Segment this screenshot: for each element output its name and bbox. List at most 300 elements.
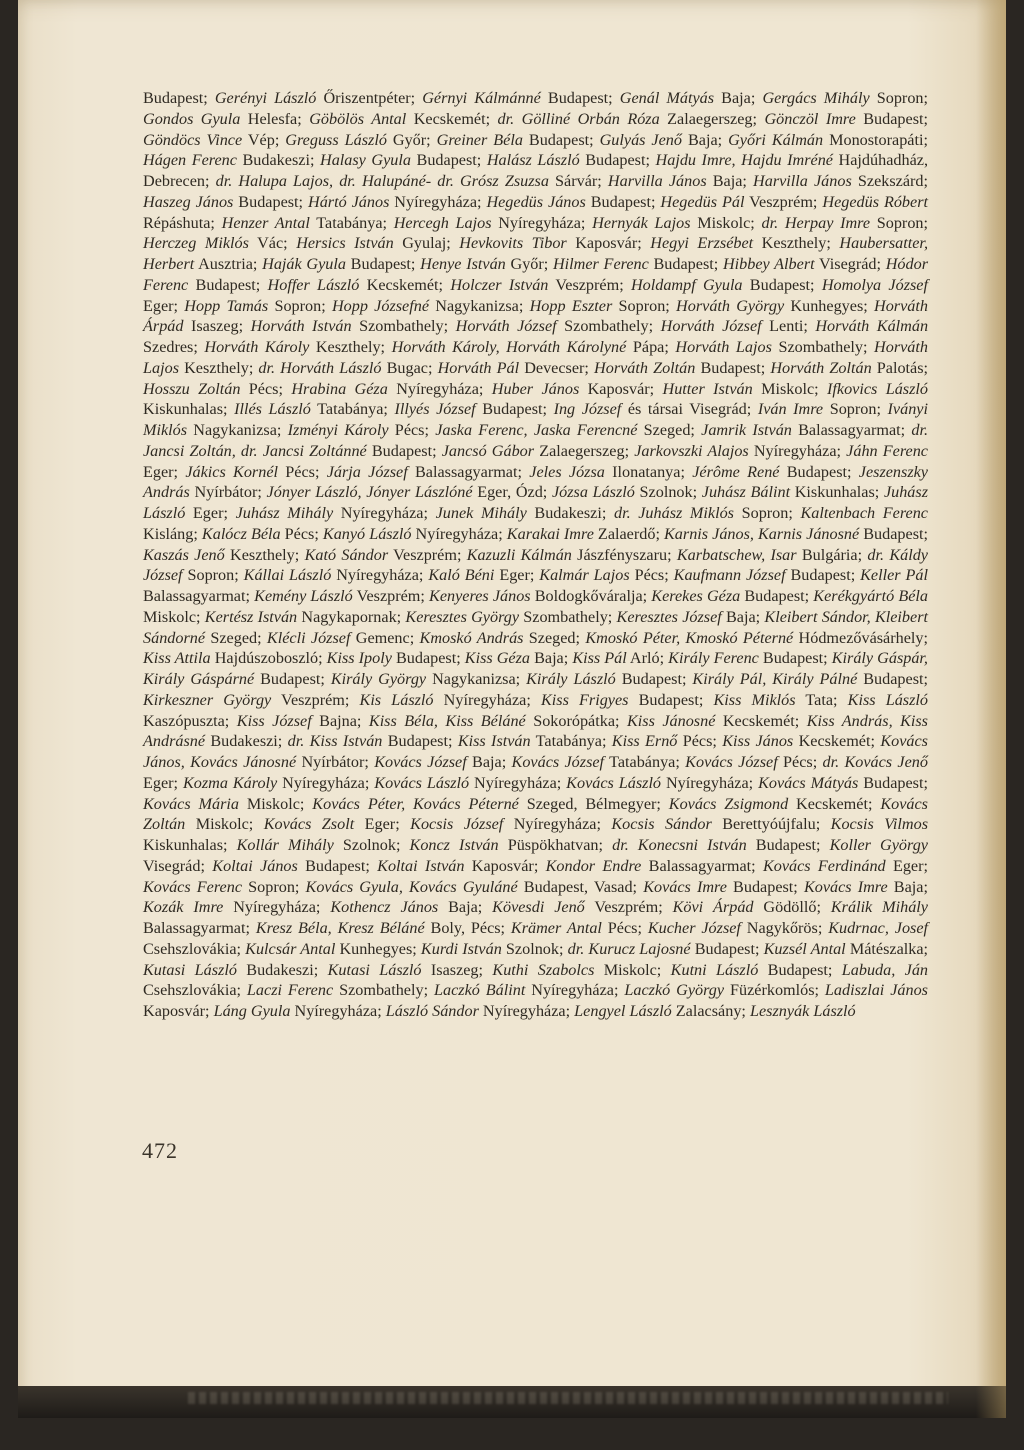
person-name: Horváth Kálmán [815,317,929,336]
place-text: Budapest; [579,151,656,170]
place-text: Pécs; [278,462,327,481]
person-name: Illés László [234,400,311,419]
person-name: Hódor Ferenc [143,255,929,294]
person-name: Kazuzli Kálmán [466,545,572,564]
person-name: Hegedüs Róbert [822,192,929,211]
person-name: Kovács Zsigmond [668,794,789,813]
place-text: Nagykanizsa; [429,296,530,315]
place-text: Szombathely; [556,317,661,336]
place-text: Szolnok; [333,836,410,854]
place-text: Veszprém; [352,587,430,605]
place-text: Miskolc; [752,379,827,398]
place-text: Szeged; [523,628,586,647]
place-text: Budapest; [233,192,308,211]
person-name: Horváth Károly, Horváth Károlyné [391,338,627,356]
person-name: Karbatschew, Isar [676,545,797,564]
person-name: Kiss Miklós [713,690,796,709]
place-text: Budapest; [758,649,832,668]
place-text: Arló; [626,649,669,668]
person-name: Hoffer László [267,275,360,294]
place-text: Nyírbátor; [189,483,267,502]
person-name: Hersics István [296,234,394,253]
person-name: Kleibert Sándor, Kleibert Sándorné [143,607,928,647]
person-name: Kiss Ernő [611,732,678,751]
person-name: Kemény László [254,587,353,605]
place-text: Boldogkőváralja; [530,587,652,605]
place-text: Kaposvár; [566,234,651,253]
person-name: Harvilla János [753,172,852,190]
person-name: Kovács Zoltán [143,794,928,834]
person-name: Hopp Józsefné [331,296,430,315]
place-text: Budapest; [628,690,714,709]
place-text: Szolnok; [634,483,702,502]
person-name: Kiss Béla, Kiss Béláné [368,711,526,730]
person-name: dr. Kovács Jenő [822,753,928,771]
place-text: Nyíregyháza; [503,815,612,834]
person-name: Göbölös Antal [309,109,407,128]
place-text: Szeged; [205,628,267,647]
person-name: dr. Herpay Imre [761,213,871,232]
person-name: Kurdi István [420,939,502,958]
person-name: Kaufmann József [673,566,786,585]
person-name: Hegedüs János [486,192,586,211]
place-text: Zalaegerszeg; [659,109,765,128]
place-text: Baja; [721,607,765,626]
place-text: Budakeszi; [236,151,320,170]
page-bottom-edge [18,1386,1006,1418]
place-text: Budapest; [742,275,822,294]
place-text: Nagykanizsa; [187,421,288,439]
person-name: Juhász Mihály [235,504,334,522]
person-name: Henye István [420,255,506,273]
place-text: Keszthely; [753,234,840,253]
person-name: Horváth József [660,317,762,336]
person-name: Hernyák Lajos [592,213,691,232]
person-name: Jamrik István [701,421,792,439]
person-name: Kiss Ipoly [326,649,392,668]
place-text: Mátészalka; [845,939,929,958]
page-number: 472 [142,1138,178,1163]
person-name: dr. Halupa Lajos, dr. Halupáné- dr. Grósz Zsuzsa [215,172,549,190]
place-text: Kecskemét; [788,794,881,813]
bleed-through-text [188,1392,948,1404]
person-name: Kuthi Szabolcs [492,960,595,979]
place-text: Sopron; [733,504,801,522]
person-name: Gergács Mihály [762,89,870,107]
place-text: Isaszeg; [421,960,493,979]
person-name: Láng Gyula [213,1002,291,1020]
place-text: Kiskunhalas; [790,483,884,502]
person-name: Koller György [829,836,928,854]
place-text: Budapest; [297,856,378,875]
person-name: Horváth József [455,317,557,336]
place-text: Bajna; [311,711,369,730]
person-name: Halász László [486,151,580,170]
place-text: Sokorópátka; [525,711,627,730]
person-name: Jeles Józsa [529,462,605,481]
place-text: Budapest; [540,89,620,107]
person-name: Koltai István [377,856,465,875]
place-text: Jászfényszaru; [571,545,677,564]
place-text: Nagykapornak; [297,607,406,626]
place-text: Kaposvár; [579,379,663,398]
person-name: Hrabina Géza [291,379,388,398]
person-name: Hercegh Lajos [393,213,492,232]
person-name: Karakai Imre [506,524,594,543]
person-name: Horváth Lajos [675,338,772,356]
person-name: Kovács Zsolt [263,815,355,834]
place-text: Répáshuta; [143,213,222,232]
person-name: Horváth István [250,317,352,336]
place-text: Balassagyarmat; [407,462,530,481]
person-name: Hibbey Albert [722,255,815,273]
person-name: Jáhn Ferenc [846,441,928,460]
person-name: Kozma Károly [182,773,278,792]
place-text: Sopron; [182,566,244,585]
place-text: Nyíregyháza; [478,1002,575,1020]
place-text: Tatabánya; [310,400,395,419]
place-text: Sopron; [612,296,677,315]
place-text: Budapest; [695,358,771,377]
place-text: Kiskunhalas; [143,836,237,854]
person-name: Juhász Bálint [701,483,791,502]
person-name: Kiss Jánosné [626,711,716,730]
place-text: Budapest; [857,670,928,688]
person-name: Kiss László [847,690,928,709]
place-text: Eger; [185,504,236,522]
person-name: Gönczöl Imre [764,109,856,128]
person-name: Iván Imre [757,400,824,419]
place-text: Sárvár; [548,172,608,190]
person-name: Keresztes György [405,607,520,626]
place-text: Kiskunhalas; [143,400,235,419]
place-text: Szeged, Bélmegyer; [518,794,669,813]
person-name: Klécli József [266,628,351,647]
place-text: Tatabánya; [604,753,686,771]
place-text: Budapest; [345,255,421,273]
place-text: Miskolc; [594,960,671,979]
person-name: Kis László [359,690,434,709]
person-name: Kocsis József [410,815,504,834]
place-text: Kisláng; [143,524,202,543]
place-text: Budapest; [366,441,442,460]
person-name: Járja József [326,462,408,481]
person-name: Greguss László [285,130,387,149]
person-name: Kovács László [374,773,470,792]
place-text: Hajdúszoboszló; [210,649,327,668]
person-name: Ing József [553,400,622,419]
person-name: Kollár Mihály [236,836,334,854]
place-text: Baja; [466,753,512,771]
person-name: Hopp Eszter [529,296,613,315]
place-text: Budapest; [522,130,600,149]
place-text: Győr; [386,130,437,149]
person-name: Herczeg Miklós [143,234,249,253]
place-text: Nyíregyháza; [387,379,492,398]
place-text: Nyíregyháza; [331,566,429,585]
person-name: Kaló Béni [428,566,495,585]
place-text: Miskolc; [690,213,762,232]
place-text: Baja; [714,89,763,107]
person-name: Keller Pál [860,566,928,585]
place-text: Tatabánya; [530,732,612,751]
person-name: Lesznyák László [749,1002,856,1020]
person-name: Göndöcs Vince [143,130,243,149]
person-name: Hajdu Imre, Hajdu Imréné [655,151,833,170]
place-text: Isaszeg; [183,317,251,336]
person-name: Kocsis Vilmos [830,815,929,834]
person-name: Laczkó Bálint [434,981,526,1000]
person-name: Hutter István [662,379,753,398]
place-text: Szombathely; [519,607,617,626]
person-name: Kovács József [685,753,778,771]
place-text: Veszprém; [548,275,631,294]
place-text: Nyíregyháza; [223,898,331,917]
place-text: Nyíregyháza; [748,441,847,460]
place-text: Budapest; [855,109,928,128]
person-name: Izményi Károly [287,421,389,439]
place-text: Tata; [795,690,848,709]
person-name: László Sándor [385,1002,479,1020]
person-name: Ifkovics László [827,379,928,398]
person-name: dr. Gölliné Orbán Róza [497,109,660,128]
place-text: Nagykanizsa; [426,670,527,688]
place-text: Veszprém; [584,898,673,917]
person-name: Kállai László [243,566,332,585]
person-name: Horváth Károly [204,338,310,356]
person-name: Illyés József [394,400,476,419]
place-text: Szolnok; [501,939,568,958]
place-text: Pécs; [280,524,323,543]
person-name: Kocsis Sándor [611,815,712,834]
place-text: Sopron; [823,400,888,419]
person-name: Krämer Antal [510,919,602,937]
person-name: Hosszu Zoltán [143,379,241,398]
place-text: Kunhegyes; [335,939,421,958]
place-text: Gemenc; [350,628,420,647]
person-name: Kiss Frigyes [540,690,629,709]
place-text: Budapest; [690,939,764,958]
person-name: Kiss József [236,711,312,730]
person-name: Ladiszlai János [824,981,928,1000]
person-name: dr. Horváth László [258,358,382,377]
place-text: Bulgária; [796,545,868,564]
place-text: Hódmezővásárhely; [793,628,928,647]
person-name: Haubersatter, Herbert [143,234,928,273]
person-name: Homolya József [821,275,928,294]
place-text: Eger; [143,773,183,792]
place-text: Budapest; [746,836,830,854]
place-text: Budapest, Vasad; [517,877,644,896]
place-text: Nyíregyháza; [277,773,375,792]
person-name: Gulyás Jenő [599,130,682,149]
person-name: Halasy Gyula [320,151,411,170]
place-text: Budapest; [726,877,804,896]
person-name: Keresztes József [616,607,722,626]
place-text: Palotás; [871,358,929,377]
person-name: Kudrnac, Josef [828,919,929,937]
person-name: Kmoskó András [419,628,524,647]
place-text: Gödöllő; [753,898,831,917]
place-text: Visegrád; [143,856,213,875]
person-name: Horváth Árpád [143,296,928,336]
person-name: Jeszenszky András [143,462,928,502]
name-list-paragraph [143,88,928,1022]
place-text: Devecser; [519,358,595,377]
place-text: Kaposvár; [143,1002,214,1020]
place-text: Tatabánya; [309,213,394,232]
person-name: Kiss Géza [464,649,531,668]
place-text: Kecskemét; [715,711,807,730]
place-text: Budapest; [785,566,861,585]
person-name: Kertész István [204,607,298,626]
person-name: Kovács László [566,773,662,792]
person-name: Jónyer László, Jónyer Lászlóné [266,483,473,502]
place-text: Nagykőrös; [740,919,829,937]
person-name: Hágen Ferenc [143,151,237,170]
person-name: Kuzsél Antal [763,939,846,958]
place-text: Balassagyarmat; [791,421,912,439]
place-text: Győr; [505,255,553,273]
place-text: Miskolc; [143,607,205,626]
place-text: Veszprém; [388,545,467,564]
person-name: Kovács Ferdinánd [762,856,886,875]
person-name: Králik Mihály [830,898,928,917]
person-name: Király Ferenc [668,649,759,668]
person-name: Kucher József [647,919,741,937]
person-name: Kovács Mária [143,794,239,813]
person-name: Kövi Árpád [672,898,754,917]
person-name: Laczi Ferenc [246,981,334,1000]
book-page [18,0,1006,1418]
place-text: Nyíregyháza; [491,213,593,232]
person-name: Hegedüs Pál [660,192,745,211]
place-text: Kunhegyes; [784,296,874,315]
place-text: Baja; [682,130,729,149]
place-text: Nyírbátor; [296,753,375,771]
person-name: Győri Kálmán [728,130,824,149]
person-name: Haszeg János [143,192,234,211]
place-text: Keszthely; [179,358,259,377]
place-text: Budapest; [391,649,465,668]
person-name: Kovács József [374,753,467,771]
person-name: Király László [526,670,616,688]
person-name: Horváth Zoltán [594,358,696,377]
place-text: Budapest; [585,192,661,211]
person-name: Lengyel László [574,1002,672,1020]
place-text: Eger; [494,566,540,585]
place-text: Budapest; [858,773,928,792]
person-name: Kalócz Béla [201,524,281,543]
person-name: Kmoskó Péter, Kmoskó Péterné [585,628,794,647]
person-name: Kövesdi Jenő [492,898,585,917]
place-text: Lenti; [761,317,816,336]
place-text: Balassagyarmat; [143,919,256,937]
place-text: Nyíregyháza; [411,524,507,543]
place-text: Keszthely; [224,545,305,564]
place-text: Csehszlovákia; [143,939,246,958]
place-text: Zalaerdő; [593,524,664,543]
place-text: Nyíregyháza; [469,773,567,792]
place-text: Pécs; [240,379,292,398]
place-text: Baja; [530,649,573,668]
place-text: Kecskemét; [793,732,881,751]
person-name: Király György [330,670,427,688]
person-name: Kanyó László [322,524,412,543]
place-text: Bugac; [381,358,438,377]
person-name: Greiner Béla [436,130,523,149]
person-name: Laczkó György [624,981,725,1000]
person-name: Kresz Béla, Kresz Béláné [255,919,425,937]
place-text: Sopron; [268,296,332,315]
person-name: Kovács Ferenc [143,877,243,896]
place-text: Pécs; [601,919,648,937]
person-name: Kerékgyártó Béla [813,587,929,605]
person-name: dr. Káldy József [143,545,928,585]
place-text: Pécs; [629,566,674,585]
place-text: Sopron; [870,213,929,232]
place-text: Budakeszi; [526,504,614,522]
person-name: Karnis János, Karnis Jánosné [664,524,860,543]
place-text: Eger, Ózd; [472,483,552,502]
place-text: Füzérkomlós; [724,981,825,1000]
place-text: Sopron; [869,89,928,107]
person-name: Horváth Lajos [143,338,928,377]
person-name: Kiss István [457,732,531,751]
place-text: Zalacsány; [671,1002,750,1020]
person-name: Kaltenbach Ferenc [800,504,928,522]
person-name: Koltai János [212,856,298,875]
place-text: Keszthely; [309,338,392,356]
place-text: Budapest; [382,732,458,751]
place-text: Budapest; [254,670,331,688]
person-name: dr. Kurucz Lajosné [567,939,691,958]
place-text: és társai Visegrád; [621,400,758,419]
person-name: Gerényi László [214,89,317,107]
place-text: Kaposvár; [464,856,546,875]
place-text: Helesfa; [240,109,310,128]
person-name: Hopp Tamás [184,296,269,315]
person-name: Genál Mátyás [619,89,715,107]
person-name: Király Pál, Király Pálné [692,670,858,688]
place-text: Nyíregyháza; [525,981,625,1000]
person-name: dr. Juhász Miklós [613,504,734,522]
place-text: Budakeszi; [236,960,328,979]
person-name: Kenyeres János [429,587,531,605]
place-text: Baja; [438,898,493,917]
place-text: Visegrád; [814,255,886,273]
person-name: Kovács Mátyás [758,773,859,792]
place-text: Balassagyarmat; [641,856,763,875]
person-name: Koncz István [409,836,499,854]
place-text: Hajdúhadház, Debrecen; [143,151,928,190]
person-name: Jaska Ferenc, Jaska Ferencné [435,421,638,439]
person-name: Kulcsár Antal [245,939,336,958]
person-name: Kerekes Géza [651,587,741,605]
person-name: Horváth Zoltán [770,358,872,377]
place-text: Gyulaj; [393,234,460,253]
place-text: Eger; [885,856,928,875]
place-text: Eger; [143,462,186,481]
person-name: Kaszás Jenő [143,545,225,564]
person-name: Horváth György [676,296,785,315]
place-text: Sopron; [242,877,306,896]
place-text: Pápa; [626,338,676,356]
person-name: Jérôme René [692,462,780,481]
place-text: Monostorapáti; [823,130,928,149]
person-name: Kató Sándor [304,545,389,564]
person-name: Jákics Kornél [185,462,279,481]
